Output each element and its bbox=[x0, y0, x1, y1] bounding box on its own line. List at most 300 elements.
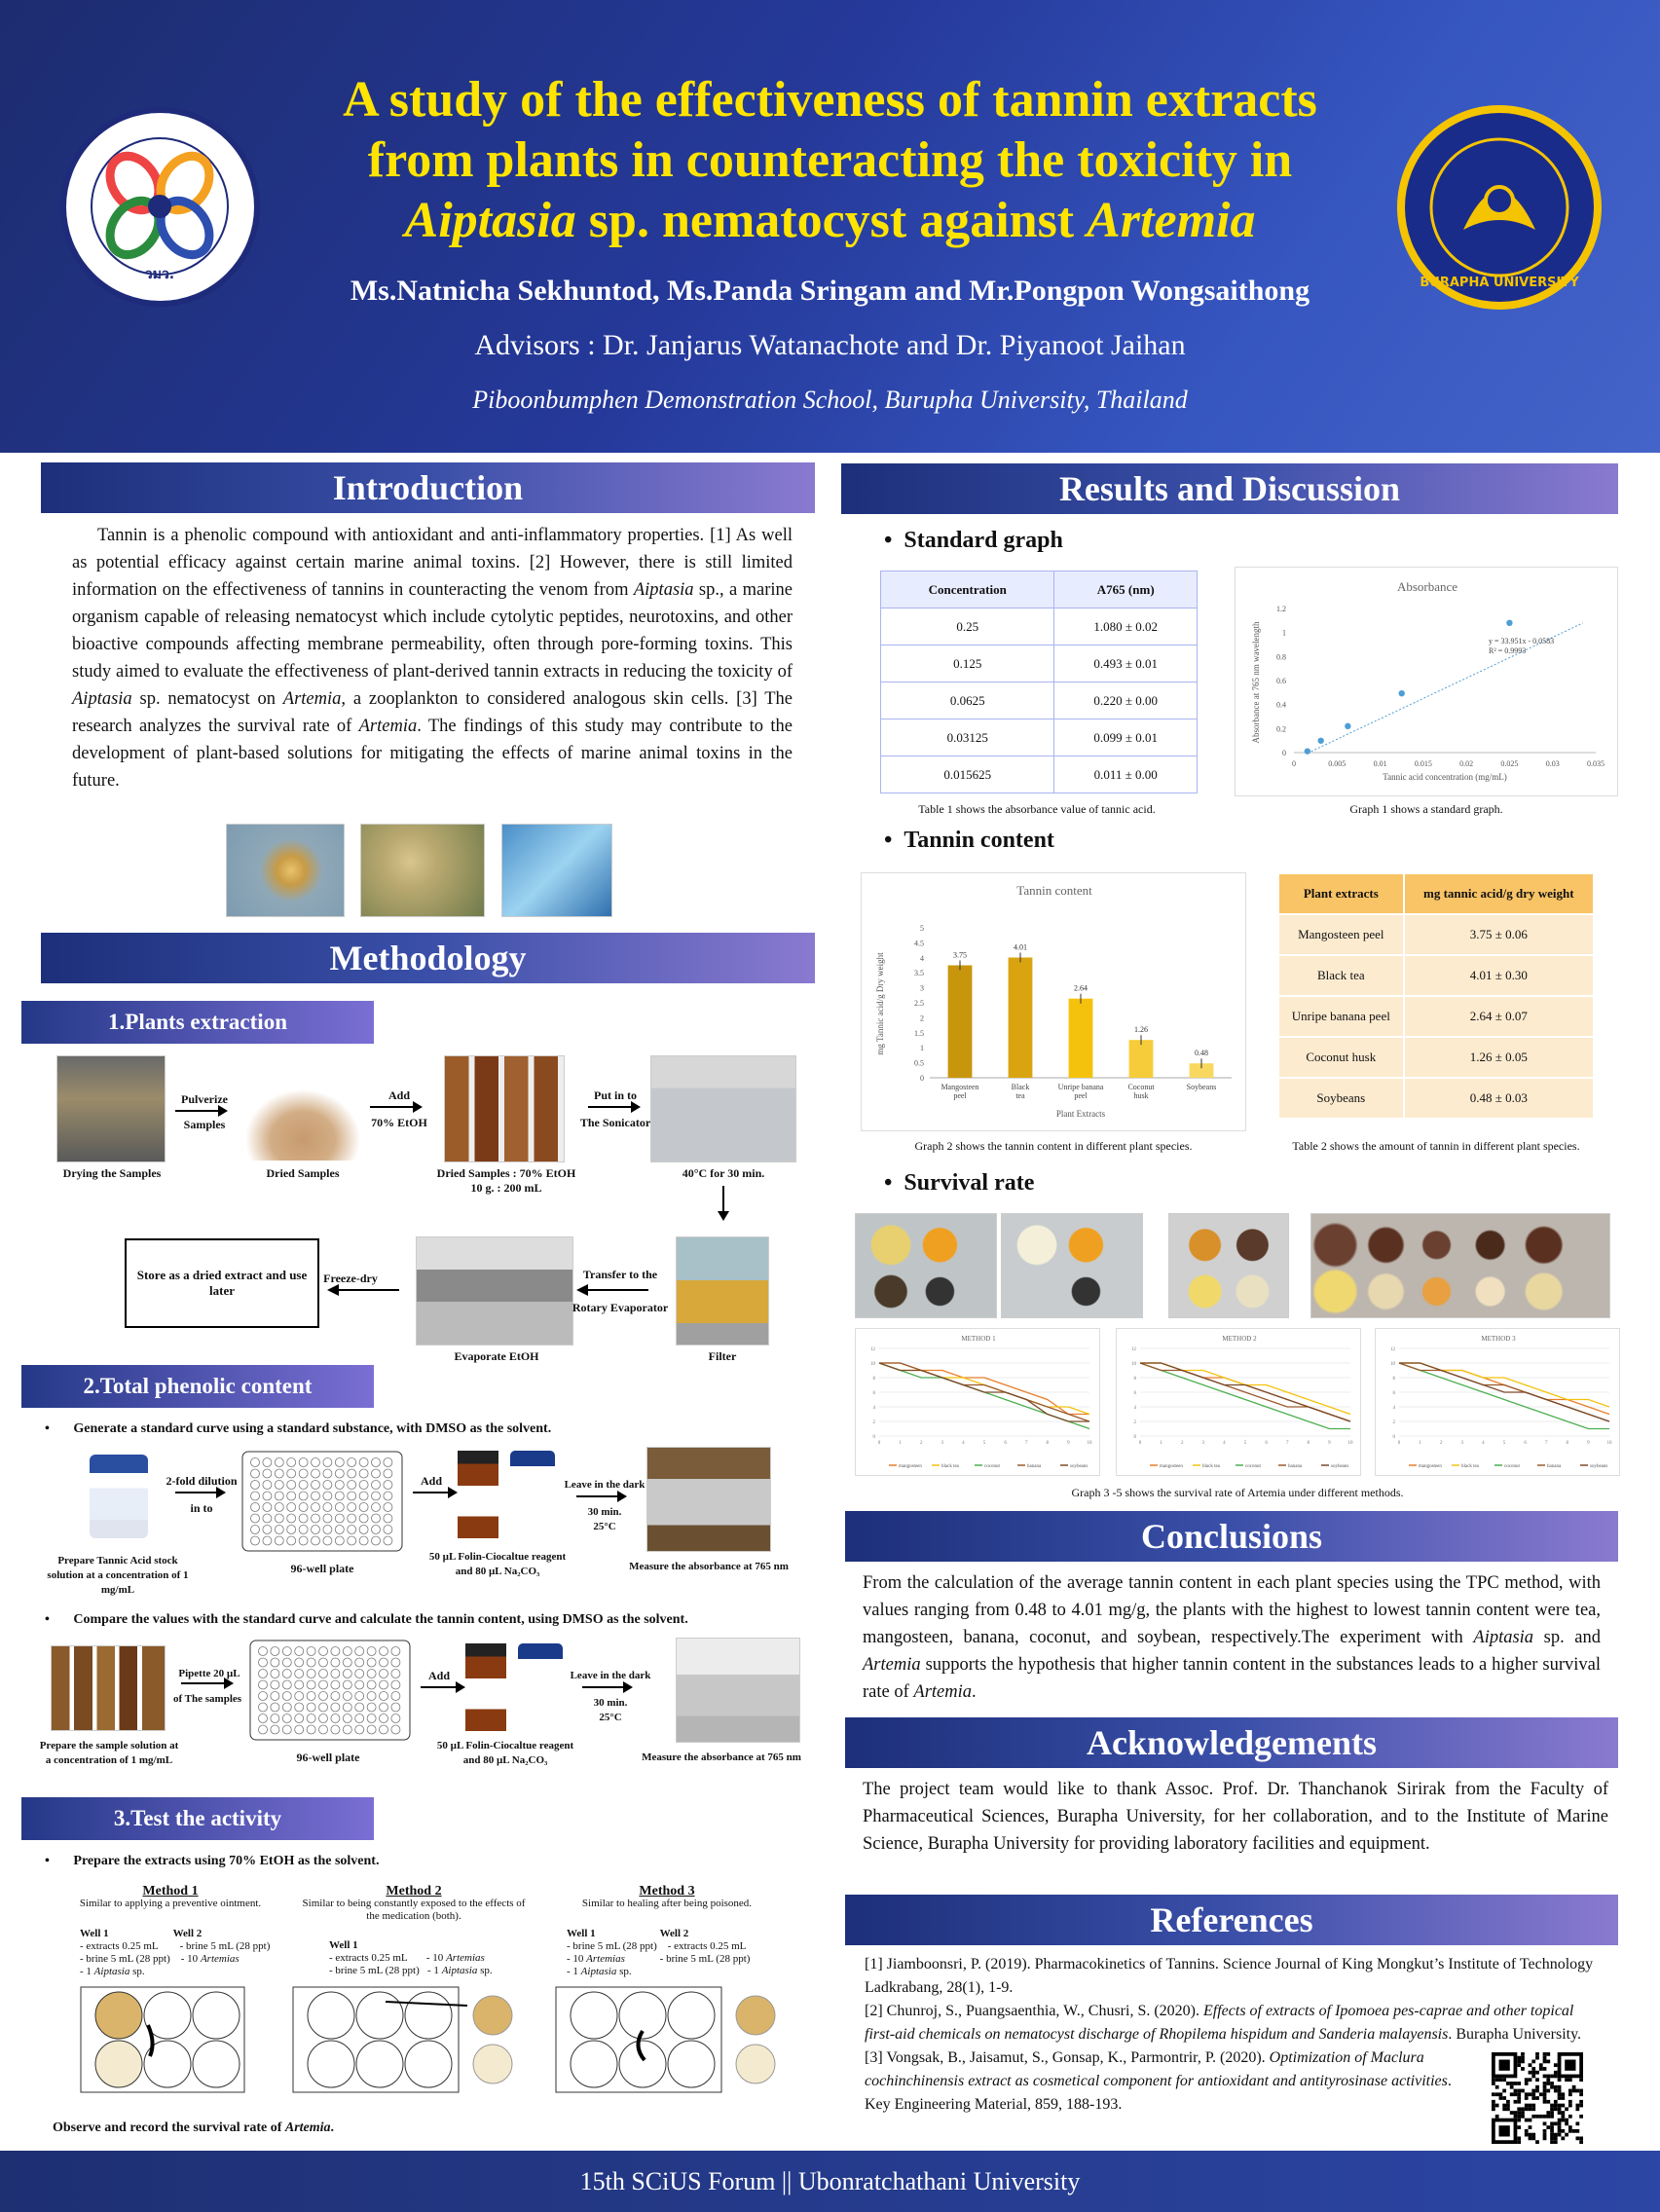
tpc1-prep-label: Prepare Tannic Acid stock solution at a concentration of 1 mg/mL bbox=[47, 1555, 189, 1596]
well-plate-2 bbox=[249, 1640, 411, 1741]
qr-module bbox=[1550, 2082, 1554, 2085]
qr-module bbox=[1550, 2115, 1554, 2119]
table-row bbox=[1278, 996, 1594, 1037]
qr-module bbox=[1506, 2100, 1510, 2104]
qr-module bbox=[1546, 2115, 1550, 2119]
qr-module bbox=[1514, 2100, 1518, 2104]
qr-module bbox=[1517, 2140, 1521, 2144]
y-tick-label: 6 bbox=[1392, 1391, 1395, 1396]
qr-module bbox=[1554, 2104, 1558, 2108]
data-label: 0.48 bbox=[1195, 1049, 1208, 1058]
ref-2: [2] Chunroj, S., Puangsaenthia, W., Chusri, S. (2020). Effects of extracts of Ipomoea pes-caprae and other topical first-aid chemicals on nematocyst discharge of Rhopilema hispidum and Sanderia malayensis. Burapha University. bbox=[865, 2003, 1582, 2043]
arrow-dil bbox=[175, 1492, 224, 1493]
qr-module bbox=[1543, 2060, 1547, 2064]
qr-module bbox=[1579, 2115, 1583, 2119]
qr-module bbox=[1543, 2089, 1547, 2093]
qr-module bbox=[1529, 2078, 1532, 2082]
arrow-freeze bbox=[337, 1289, 399, 1291]
graph3-caption: Graph 3 -5 shows the survival rate of Artemia under different methods. bbox=[1071, 1486, 1404, 1499]
table-header: Concentration bbox=[881, 571, 1054, 608]
method3-desc: Method 3 Similar to healing after being poisoned. bbox=[581, 1884, 753, 1909]
advisors: Advisors : Dr. Janjarus Watanachote and Dr. Piyanoot Jaihan bbox=[474, 329, 1186, 361]
y-tick-label: 0.5 bbox=[914, 1058, 924, 1068]
qr-module bbox=[1568, 2125, 1572, 2129]
qr-module bbox=[1543, 2092, 1547, 2096]
qr-module bbox=[1558, 2085, 1562, 2089]
method2-plate bbox=[292, 1986, 514, 2093]
qr-module bbox=[1546, 2111, 1550, 2115]
qr-finder-core bbox=[1499, 2125, 1510, 2136]
na2co3-bottle bbox=[510, 1451, 555, 1538]
of-samples-label: of The samples bbox=[172, 1693, 242, 1705]
qr-module bbox=[1529, 2063, 1532, 2067]
qr-module bbox=[1492, 2092, 1495, 2096]
table-cell: Coconut husk bbox=[1278, 1037, 1404, 1078]
etoh-samples-photo bbox=[444, 1055, 565, 1162]
category-label: peel bbox=[953, 1091, 967, 1100]
qr-module bbox=[1502, 2089, 1506, 2093]
qr-module bbox=[1575, 2089, 1579, 2093]
x-tick-label: 10 bbox=[1087, 1441, 1092, 1446]
qr-module bbox=[1495, 2078, 1499, 2082]
transfer-label: Transfer to the bbox=[582, 1268, 658, 1281]
qr-module bbox=[1529, 2071, 1532, 2075]
legend-label: banana bbox=[1027, 1464, 1042, 1469]
qr-module bbox=[1554, 2075, 1558, 2079]
folin-bottle bbox=[458, 1451, 498, 1538]
qr-module bbox=[1558, 2104, 1562, 2108]
method3-plate bbox=[555, 1986, 777, 2093]
x-tick-label: 9 bbox=[1587, 1441, 1590, 1446]
x-tick-label: 6 bbox=[1265, 1441, 1268, 1446]
qr-module bbox=[1554, 2089, 1558, 2093]
table2-caption: Table 2 shows the amount of tannin in different plant species. bbox=[1292, 1139, 1580, 1153]
table-row bbox=[1278, 955, 1594, 996]
legend-label: mangosteen bbox=[1419, 1464, 1442, 1469]
x-tick-label: 0.015 bbox=[1414, 759, 1432, 768]
qr-module bbox=[1506, 2107, 1510, 2111]
qr-module bbox=[1535, 2078, 1539, 2082]
x-tick-label: 0 bbox=[877, 1441, 881, 1446]
y-tick-label: 4 bbox=[920, 953, 924, 963]
table-cell: Soybeans bbox=[1278, 1078, 1404, 1119]
qr-module bbox=[1558, 2111, 1562, 2115]
qr-module bbox=[1558, 2121, 1562, 2125]
qr-module bbox=[1514, 2092, 1518, 2096]
plants-extraction-heading: 1.Plants extraction bbox=[21, 1001, 374, 1044]
sample-tubes-photo bbox=[51, 1645, 166, 1731]
intro-heading: Introduction bbox=[41, 462, 815, 513]
drying-label: Drying the Samples bbox=[62, 1166, 162, 1180]
table-header-row bbox=[1278, 873, 1594, 914]
equation: y = 33.951x - 0.0583 bbox=[1489, 637, 1555, 645]
chart-title: METHOD 2 bbox=[1222, 1335, 1257, 1343]
method3-wells: Well 1 Well 2 - brine 5 mL (28 ppt) - extracts 0.25 mL - 10 Artemias - brine 5 mL (28 ppt) - 1 Aiptasia sp. bbox=[567, 1928, 751, 1977]
series-line bbox=[1140, 1363, 1350, 1429]
legend-label: banana bbox=[1288, 1464, 1303, 1469]
qr-module bbox=[1529, 2119, 1532, 2122]
legend-label: black tea bbox=[1202, 1464, 1220, 1469]
qr-module bbox=[1543, 2136, 1547, 2140]
legend-label: soybeans bbox=[1070, 1464, 1088, 1469]
chart-title: METHOD 1 bbox=[961, 1335, 996, 1343]
samples-label: Samples bbox=[183, 1118, 226, 1131]
qr-module bbox=[1517, 2056, 1521, 2060]
qr-finder-core bbox=[1499, 2060, 1510, 2071]
qr-module bbox=[1517, 2107, 1521, 2111]
refs-heading: References bbox=[845, 1895, 1618, 1945]
arrow-add-2 bbox=[413, 1492, 456, 1493]
qr-module bbox=[1575, 2136, 1579, 2140]
qr-module bbox=[1531, 2092, 1535, 2096]
qr-module bbox=[1543, 2067, 1547, 2071]
qr-module bbox=[1565, 2119, 1568, 2122]
authors: Ms.Natnicha Sekhuntod, Ms.Panda Sringam and Mr.Pongpon Wongsaithong bbox=[350, 275, 1310, 307]
legend-label: coconut bbox=[1245, 1464, 1261, 1469]
qr-module bbox=[1525, 2104, 1529, 2108]
y-tick-label: 4 bbox=[1133, 1406, 1136, 1411]
qr-module bbox=[1517, 2089, 1521, 2093]
x-tick-label: 0.02 bbox=[1459, 759, 1474, 768]
dark-time-1: 30 min. 25°C bbox=[587, 1506, 622, 1532]
reader-photo-1 bbox=[646, 1447, 771, 1552]
qr-module bbox=[1565, 2133, 1568, 2137]
nematocyst-photo bbox=[360, 824, 485, 917]
std-graph-heading: • Standard graph bbox=[884, 528, 1063, 553]
qr-module bbox=[1579, 2089, 1583, 2093]
y-tick-label: 6 bbox=[872, 1391, 875, 1396]
drying-photo bbox=[56, 1055, 166, 1162]
data-label: 2.64 bbox=[1074, 983, 1088, 993]
chart-title: Absorbance bbox=[1396, 579, 1458, 594]
sonicator-label: The Sonicator bbox=[579, 1116, 651, 1129]
qr-module bbox=[1531, 2089, 1535, 2093]
x-tick-label: 0.03 bbox=[1545, 759, 1560, 768]
y-tick-label: 4 bbox=[1392, 1406, 1395, 1411]
qr-module bbox=[1546, 2089, 1550, 2093]
qr-module bbox=[1535, 2085, 1539, 2089]
qr-module bbox=[1495, 2115, 1499, 2119]
table-row bbox=[881, 719, 1198, 756]
table-cell: 3.75 ± 0.06 bbox=[1404, 914, 1594, 955]
qr-module bbox=[1514, 2115, 1518, 2119]
qr-module bbox=[1568, 2092, 1572, 2096]
sonicator-photo bbox=[650, 1055, 796, 1162]
legend-label: black tea bbox=[1461, 1464, 1479, 1469]
qr-module bbox=[1510, 2082, 1514, 2085]
qr-module bbox=[1554, 2071, 1558, 2075]
folin-bottle-2 bbox=[465, 1643, 506, 1731]
legend-label: black tea bbox=[941, 1464, 959, 1469]
x-tick-label: 4 bbox=[962, 1441, 965, 1446]
dark-label-2: Leave in the dark bbox=[570, 1670, 651, 1681]
pip-label: Pipette 20 µL bbox=[178, 1668, 240, 1679]
qr-module bbox=[1535, 2089, 1539, 2093]
arrow-pip bbox=[181, 1682, 232, 1684]
data-label: 1.26 bbox=[1134, 1025, 1148, 1035]
absorbance-table bbox=[880, 571, 1198, 793]
qr-module bbox=[1561, 2104, 1565, 2108]
qr-module bbox=[1521, 2115, 1525, 2119]
data-point bbox=[1506, 620, 1512, 626]
y-tick-label: 0 bbox=[1133, 1435, 1136, 1440]
qr-module bbox=[1525, 2133, 1529, 2137]
table-cell: 0.25 bbox=[881, 608, 1054, 645]
r-squared: R² = 0.9993 bbox=[1489, 646, 1527, 655]
table-header: mg tannic acid/g dry weight bbox=[1404, 873, 1594, 914]
y-tick-label: 12 bbox=[1390, 1347, 1395, 1352]
rotary-label: Rotary Evaporator bbox=[572, 1301, 669, 1314]
qr-module bbox=[1543, 2082, 1547, 2085]
qr-module bbox=[1561, 2119, 1565, 2122]
y-tick-label: 12 bbox=[870, 1347, 875, 1352]
data-point bbox=[1345, 723, 1350, 729]
qr-module bbox=[1529, 2136, 1532, 2140]
qr-module bbox=[1517, 2100, 1521, 2104]
x-tick-label: 0.01 bbox=[1373, 759, 1387, 768]
arrow-sonic bbox=[588, 1106, 639, 1108]
table-cell: 0.48 ± 0.03 bbox=[1404, 1078, 1594, 1119]
qr-code[interactable] bbox=[1492, 2052, 1583, 2144]
y-tick-label: 0 bbox=[920, 1074, 924, 1083]
qr-module bbox=[1554, 2085, 1558, 2089]
qr-module bbox=[1531, 2096, 1535, 2100]
qr-module bbox=[1535, 2052, 1539, 2056]
add-label-2: Add bbox=[420, 1474, 442, 1488]
x-tick-label: 0.025 bbox=[1500, 759, 1519, 768]
legend-label: mangosteen bbox=[899, 1464, 922, 1469]
ref-1: [1] Jiamboonsri, P. (2019). Pharmacokinetics of Tannins. Science Journal of King Mongkut’s Institute of Technology Ladkrabang, 28(1), 1-9. bbox=[865, 1956, 1594, 1996]
qr-module bbox=[1499, 2078, 1503, 2082]
qr-module bbox=[1510, 2085, 1514, 2089]
x-tick-label: 0 bbox=[1397, 1441, 1401, 1446]
qr-module bbox=[1572, 2089, 1576, 2093]
dpst-logo bbox=[60, 107, 260, 307]
qr-module bbox=[1514, 2111, 1518, 2115]
qr-module bbox=[1502, 2107, 1506, 2111]
qr-module bbox=[1561, 2096, 1565, 2100]
method-heading: Methodology bbox=[41, 933, 815, 983]
survival-photo-4 bbox=[1310, 1213, 1610, 1318]
data-point bbox=[1317, 738, 1323, 744]
x-tick-label: 1 bbox=[1160, 1441, 1162, 1446]
qr-module bbox=[1565, 2121, 1568, 2125]
plate-label-1: 96-well plate bbox=[290, 1562, 354, 1575]
qr-module bbox=[1543, 2052, 1547, 2056]
survival-chart-method2 bbox=[1116, 1328, 1361, 1476]
qr-module bbox=[1561, 2092, 1565, 2096]
survival-photo-1 bbox=[855, 1213, 997, 1318]
qr-module bbox=[1521, 2089, 1525, 2093]
method1-plate bbox=[80, 1986, 245, 2093]
aiptasia-photo bbox=[226, 824, 345, 917]
qr-module bbox=[1561, 2115, 1565, 2119]
arrow-add bbox=[370, 1106, 421, 1108]
qr-module bbox=[1550, 2107, 1554, 2111]
qr-module bbox=[1535, 2115, 1539, 2119]
qr-module bbox=[1568, 2100, 1572, 2104]
qr-module bbox=[1492, 2082, 1495, 2085]
school: Piboonbumphen Demonstration School, Burupha University, Thailand bbox=[472, 386, 1188, 414]
series-line bbox=[1399, 1363, 1609, 1429]
qr-module bbox=[1572, 2129, 1576, 2133]
category-label: Soybeans bbox=[1186, 1083, 1217, 1091]
x-tick-label: 0 bbox=[1292, 759, 1296, 768]
qr-module bbox=[1535, 2071, 1539, 2075]
qr-module bbox=[1531, 2060, 1535, 2064]
x-tick-label: 2 bbox=[1439, 1441, 1443, 1446]
survival-chart-method1 bbox=[855, 1328, 1100, 1476]
qr-module bbox=[1529, 2104, 1532, 2108]
qr-module bbox=[1565, 2107, 1568, 2111]
ref-3: [3] Vongsak, B., Jaisamut, S., Gonsap, K., Parmontrir, P. (2020). Optimization of Maclura cochinchinensis extract as cosmetical component for antioxidant and antityrosinase activities. Key Engineering Material, 859, 188-193. bbox=[865, 2049, 1452, 2113]
qr-module bbox=[1521, 2067, 1525, 2071]
dark-time-2: 30 min. 25°C bbox=[593, 1697, 628, 1723]
title-line-3 bbox=[253, 191, 1407, 251]
qr-module bbox=[1558, 2092, 1562, 2096]
qr-module bbox=[1529, 2092, 1532, 2096]
arrow-dark-1 bbox=[576, 1495, 625, 1497]
qr-finder-core bbox=[1565, 2060, 1575, 2071]
arrow-dark-2 bbox=[582, 1686, 631, 1688]
qr-module bbox=[1495, 2104, 1499, 2108]
qr-module bbox=[1517, 2115, 1521, 2119]
qr-module bbox=[1558, 2125, 1562, 2129]
survival-heading: • Survival rate bbox=[884, 1170, 1035, 1196]
dried-samples-photo bbox=[246, 1090, 359, 1161]
qr-module bbox=[1521, 2060, 1525, 2064]
pulverize-label: Pulverize bbox=[181, 1092, 228, 1106]
qr-module bbox=[1525, 2082, 1529, 2085]
y-tick-label: 8 bbox=[1392, 1377, 1395, 1382]
table-cell: Unripe banana peel bbox=[1278, 996, 1404, 1037]
table-cell: 1.26 ± 0.05 bbox=[1404, 1037, 1594, 1078]
title-line-2: from plants in counteracting the toxicity in bbox=[367, 132, 1293, 188]
x-tick-label: 6 bbox=[1524, 1441, 1527, 1446]
bar bbox=[1069, 999, 1093, 1078]
y-tick-label: 4.5 bbox=[914, 939, 924, 948]
x-tick-label: 6 bbox=[1004, 1441, 1007, 1446]
legend-label: banana bbox=[1547, 1464, 1562, 1469]
qr-module bbox=[1531, 2104, 1535, 2108]
qr-module bbox=[1572, 2085, 1576, 2089]
putin-label: Put in to bbox=[593, 1088, 637, 1102]
qr-module bbox=[1558, 2089, 1562, 2093]
qr-module bbox=[1535, 2056, 1539, 2060]
x-tick-label: 2 bbox=[919, 1441, 923, 1446]
legend-label: soybeans bbox=[1590, 1464, 1608, 1469]
qr-module bbox=[1510, 2111, 1514, 2115]
category-label: Mangosteen bbox=[941, 1083, 979, 1091]
data-point bbox=[1399, 690, 1405, 696]
bar bbox=[948, 966, 973, 1079]
temp-label: 40°C for 30 min. bbox=[682, 1166, 765, 1180]
evap-label: Evaporate EtOH bbox=[454, 1349, 539, 1363]
y-tick-label: 1 bbox=[1282, 628, 1286, 638]
tannin-bar-chart bbox=[861, 872, 1246, 1131]
tannin-heading: • Tannin content bbox=[884, 828, 1054, 853]
qr-module bbox=[1575, 2107, 1579, 2111]
table-cell: 0.015625 bbox=[881, 756, 1054, 793]
qr-module bbox=[1568, 2089, 1572, 2093]
x-tick-label: 3 bbox=[1201, 1441, 1205, 1446]
graph2-caption: Graph 2 shows the tannin content in different plant species. bbox=[914, 1139, 1193, 1153]
qr-module bbox=[1502, 2096, 1506, 2100]
arrow-add-3 bbox=[421, 1686, 463, 1688]
table-cell: 0.493 ± 0.01 bbox=[1054, 645, 1198, 682]
bar bbox=[1009, 957, 1033, 1078]
plate-label-2: 96-well plate bbox=[296, 1751, 360, 1764]
qr-module bbox=[1525, 2129, 1529, 2133]
measure-label-1: Measure the absorbance at 765 nm bbox=[629, 1561, 789, 1572]
qr-module bbox=[1543, 2075, 1547, 2079]
reader-photo-2 bbox=[676, 1638, 800, 1743]
qr-module bbox=[1558, 2133, 1562, 2137]
dark-label-1: Leave in the dark bbox=[564, 1479, 646, 1491]
qr-module bbox=[1579, 2078, 1583, 2082]
table-cell: 0.03125 bbox=[881, 719, 1054, 756]
title-mid: sp. nematocyst against bbox=[575, 193, 1088, 248]
qr-module bbox=[1499, 2092, 1503, 2096]
artemia-photo bbox=[501, 824, 612, 917]
qr-module bbox=[1510, 2092, 1514, 2096]
qr-module bbox=[1546, 2052, 1550, 2056]
data-label: 3.75 bbox=[953, 950, 967, 960]
qr-module bbox=[1550, 2085, 1554, 2089]
qr-module bbox=[1543, 2056, 1547, 2060]
y-tick-label: 1.2 bbox=[1276, 605, 1286, 613]
qr-module bbox=[1561, 2136, 1565, 2140]
qr-module bbox=[1546, 2078, 1550, 2082]
freeze-label: Freeze-dry bbox=[323, 1272, 378, 1285]
method2-desc: Method 2 Similar to being constantly exposed to the effects of the medication (both). bbox=[302, 1884, 526, 1922]
graph1-caption: Graph 1 shows a standard graph. bbox=[1349, 802, 1503, 816]
x-tick-label: 0.005 bbox=[1328, 759, 1346, 768]
x-tick-label: 0 bbox=[1138, 1441, 1142, 1446]
table-cell: 0.220 ± 0.00 bbox=[1054, 682, 1198, 719]
refs-list bbox=[865, 1953, 1601, 2117]
qr-module bbox=[1550, 2129, 1554, 2133]
x-tick-label: 9 bbox=[1067, 1441, 1070, 1446]
method1-desc: Method 1 Similar to applying a preventive ointment. bbox=[79, 1884, 262, 1909]
x-tick-label: 10 bbox=[1606, 1441, 1612, 1446]
ack-text: The project team would like to thank Assoc. Prof. Dr. Thanchanok Sirirak from the Faculty of Pharmaceutical Sciences, Burapha University, for her collaboration, and to the Institute of Marine Science, Burapha University for providing laboratory facilities and equipment. bbox=[863, 1780, 1608, 1854]
qr-module bbox=[1575, 2104, 1579, 2108]
logo-right-text: BURAPHA UNIVERSITY bbox=[1420, 276, 1579, 290]
tannic-acid-bottle bbox=[90, 1455, 148, 1538]
y-tick-label: 0 bbox=[1282, 749, 1286, 757]
qr-module bbox=[1543, 2121, 1547, 2125]
qr-module bbox=[1543, 2129, 1547, 2133]
y-tick-label: 2 bbox=[1392, 1420, 1395, 1425]
method2-wells: Well 1 - extracts 0.25 mL - 10 Artemias - brine 5 mL (28 ppt) - 1 Aiptasia sp. bbox=[329, 1939, 493, 1976]
qr-module bbox=[1550, 2075, 1554, 2079]
qr-module bbox=[1502, 2104, 1506, 2108]
tannin-table bbox=[1277, 872, 1595, 1120]
y-axis-label: Absorbance at 765 nm wavelength bbox=[1251, 621, 1261, 744]
table-row bbox=[1278, 1078, 1594, 1119]
into-label: in to bbox=[190, 1501, 213, 1515]
qr-module bbox=[1525, 2119, 1529, 2122]
y-axis-label: mg Tannic acid/g Dry weight bbox=[875, 952, 885, 1055]
qr-module bbox=[1531, 2067, 1535, 2071]
qr-module bbox=[1554, 2121, 1558, 2125]
qr-module bbox=[1506, 2082, 1510, 2085]
qr-module bbox=[1539, 2115, 1543, 2119]
conclusions-text: From the calculation of the average tannin content in each plant species using the TPC method, with values ranging from 0.48 to 4.01 mg/g, the plants with the highest to lowest tannin content were tea, mangosteen, banana, coconut, and soybean, respectively.The experiment with Aiptasia sp. and Artemia supports the hypothesis that higher tannin content in the substances leads to a higher survival rate of Artemia. bbox=[863, 1573, 1601, 1702]
qr-module bbox=[1517, 2060, 1521, 2064]
arrow-transfer bbox=[586, 1289, 648, 1291]
